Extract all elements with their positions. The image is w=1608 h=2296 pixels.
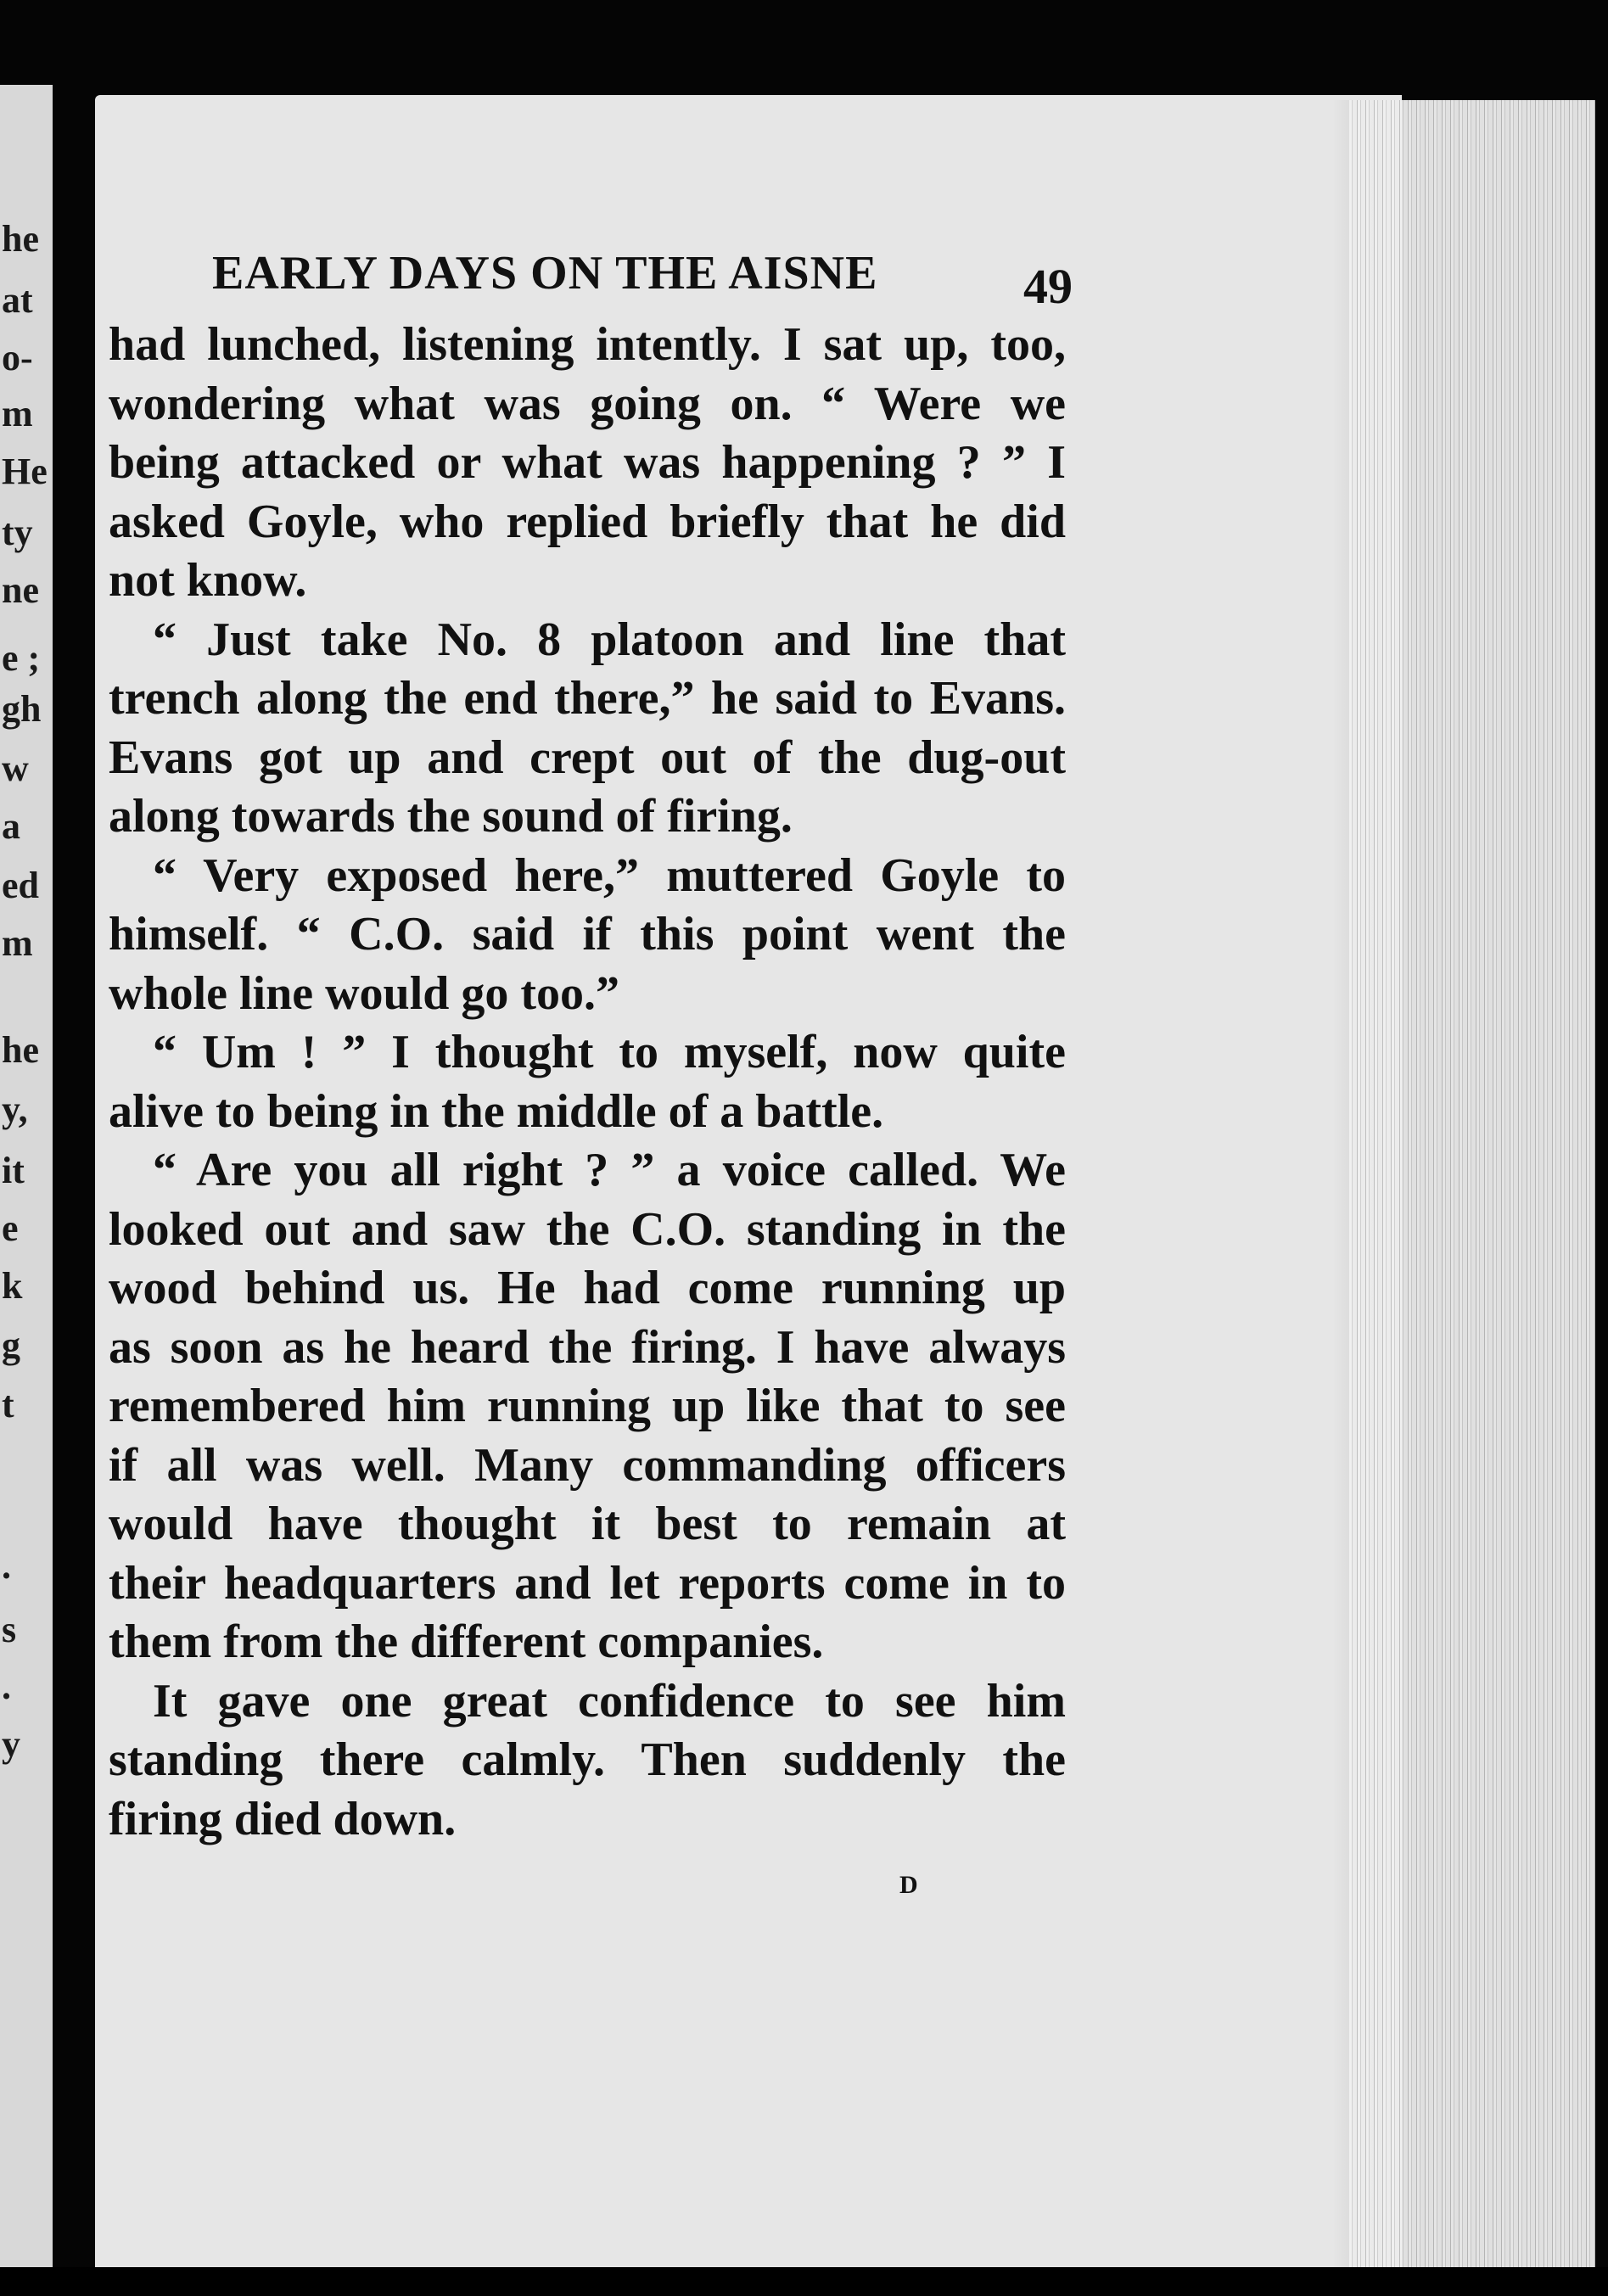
facing-page-fragment: he — [2, 1029, 39, 1071]
text-line: himself. “ C.O. said if this point went the — [109, 908, 1066, 960]
body-text — [109, 316, 1066, 1849]
facing-page-fragment: gh — [2, 688, 42, 730]
facing-page-fragment: y — [2, 1723, 20, 1765]
signature-mark: D — [899, 1871, 918, 1899]
facing-page-fragment: ed — [2, 865, 39, 906]
running-head — [212, 246, 1078, 314]
text-line: “ Very exposed here,” muttered Goyle to — [153, 848, 1066, 902]
facing-page-fragment: o- — [2, 337, 33, 378]
text-line: looked out and saw the C.O. standing in the — [109, 1202, 1066, 1256]
text-line: trench along the end there,” he said to Evans. — [109, 672, 1066, 725]
page-stack-edge — [1349, 100, 1595, 2272]
text-line: whole line would go too.” — [109, 966, 620, 1020]
text-line: Evans got up and crept out of the dug-out — [109, 731, 1066, 784]
facing-page-fragment: g — [2, 1324, 20, 1366]
text-line: It gave one great confidence to see him — [153, 1674, 1066, 1728]
facing-page-fragment: . — [2, 1545, 11, 1587]
text-line: if all was well. Many commanding officers — [109, 1438, 1066, 1492]
facing-page-fragment: ne — [2, 569, 39, 611]
facing-page-fragment: t — [2, 1384, 14, 1425]
text-line: “ Um ! ” I thought to myself, now quite — [153, 1026, 1066, 1078]
text-line: would have thought it best to remain at — [109, 1498, 1066, 1550]
facing-page-fragment: at — [2, 279, 33, 321]
text-line: them from the different companies. — [109, 1616, 824, 1668]
facing-page-fragment: a — [2, 805, 20, 847]
text-line: remembered him running up like that to see — [109, 1380, 1066, 1432]
text-line: asked Goyle, who replied briefly that he did — [109, 495, 1066, 548]
facing-page-fragment: . — [2, 1666, 11, 1707]
facing-page-fragment: k — [2, 1265, 23, 1307]
running-head-title: EARLY DAYS ON THE AISNE — [212, 247, 878, 300]
text-line: being attacked or what was happening ? ” I — [109, 436, 1066, 489]
text-line: “ Just take No. 8 platoon and line that — [153, 613, 1066, 666]
facing-page-fragment: y, — [2, 1089, 28, 1130]
page-number: 49 — [1023, 259, 1073, 314]
facing-page-fragment: m — [2, 922, 33, 964]
facing-page-fragment: s — [2, 1609, 17, 1650]
facing-page-fragment: e ; — [2, 637, 41, 679]
text-line: not know. — [109, 554, 307, 607]
text-line: their headquarters and let reports come in to — [109, 1556, 1066, 1610]
facing-page-fragments — [0, 85, 53, 2291]
facing-page-fragment: it — [2, 1150, 25, 1191]
facing-page-edge — [0, 85, 53, 2291]
text-line: firing died down. — [109, 1792, 457, 1845]
text-line: standing there calmly. Then suddenly the — [109, 1733, 1066, 1786]
facing-page-fragment: w — [2, 748, 29, 789]
text-line: wood behind us. He had come running up — [109, 1262, 1066, 1314]
facing-page-fragment: ty — [2, 512, 33, 553]
text-line: as soon as he heard the firing. I have always — [109, 1320, 1066, 1374]
facing-page-fragment: m — [2, 393, 33, 434]
scan-bottom-border — [0, 2267, 1608, 2296]
text-line: had lunched, listening intently. I sat up, too, — [109, 318, 1066, 371]
text-line: alive to being in the middle of a battle. — [109, 1084, 884, 1138]
text-line: wondering what was going on. “ Were we — [109, 377, 1066, 430]
text-line: “ Are you all right ? ” a voice called. We — [153, 1144, 1066, 1196]
facing-page-fragment: He — [2, 451, 48, 492]
facing-page-fragment: he — [2, 218, 39, 260]
text-line: along towards the sound of firing. — [109, 790, 793, 843]
facing-page-fragment: e — [2, 1207, 19, 1249]
